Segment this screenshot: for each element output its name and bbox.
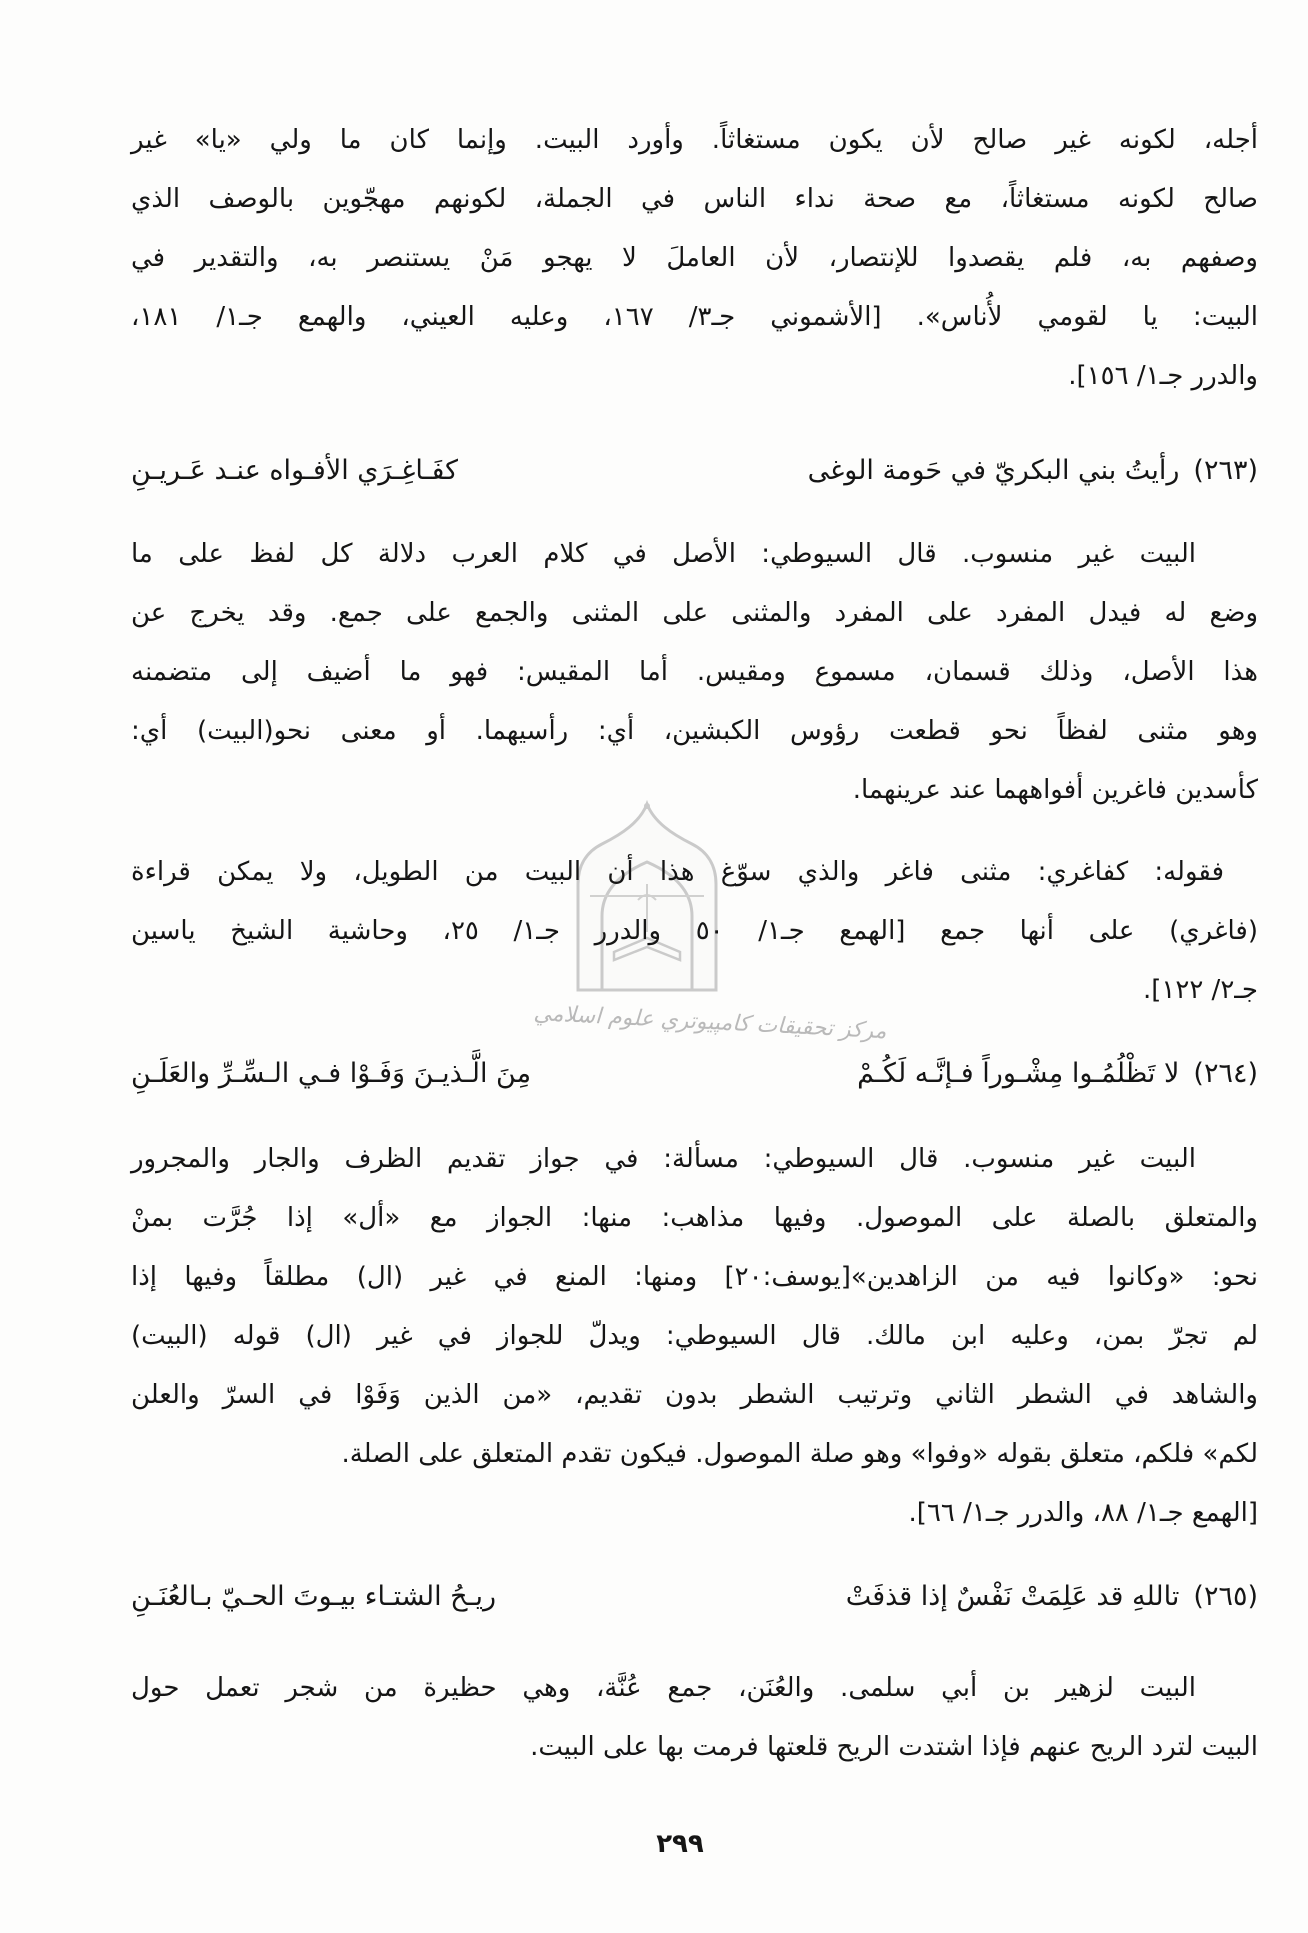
text-line: فقوله: كفاغري: مثنى فاغر والذي سوّغ هذا أن البيت من الطويل، ولا يمكن قراءة xyxy=(131,857,1224,887)
first-hemistich: تاللهِ قد عَلِمَتْ نَفْسٌ إذا قذفَتْ xyxy=(845,1581,1180,1612)
page-number: ٢٩٩ xyxy=(656,1829,704,1859)
text-line: البيت لترد الريح عنهم فإذا اشتدت الريح قلعتها فرمت بها على البيت. xyxy=(530,1732,1258,1762)
verse-number: (٢٦٣) xyxy=(1193,455,1258,486)
text-line: والمتعلق بالصلة على الموصول. وفيها مذاهب: منها: الجواز مع «أل» إذا جُرَّت بمنْ xyxy=(131,1203,1258,1233)
second-hemistich: ريـحُ الشتـاء بيـوتَ الحـيّ بـالعُنَـنِ xyxy=(131,1581,497,1612)
verse-264 xyxy=(131,1050,1258,1098)
text-line: وصفهم به، فلم يقصدوا للإنتصار، لأن العاملَ لا يهجو مَنْ يستنصر به، والتقدير في xyxy=(131,243,1258,273)
first-hemistich: رأيتُ بني البكريّ في حَومة الوغى xyxy=(807,455,1180,486)
text-line: وضع له فيدل المفرد على المفرد والمثنى على المثنى والجمع على جمع. وقد يخرج عن xyxy=(131,598,1258,628)
seal-icon xyxy=(562,800,732,995)
text-line: لم تجرّ بمن، وعليه ابن مالك. قال السيوطي: ويدلّ للجواز في غير (ال) قوله (البيت) xyxy=(131,1321,1258,1351)
watermark-text: مركز تحقيقات كامپيوتري علوم اسلامي xyxy=(532,1000,888,1045)
second-hemistich: مِنَ الَّـذيـنَ وَفَـوْا فـي الـسِّـرِّ والعَلَـنِ xyxy=(131,1058,532,1089)
text-line: أجله، لكونه غير صالح لأن يكون مستغاثاً. وأورد البيت. وإنما كان ما ولي «يا» غير xyxy=(131,125,1258,155)
text-line: (فاغري) على أنها جمع [الهمع جـ١/ ٥٠ والدرر جـ١/ ٢٥، وحاشية الشيخ ياسين xyxy=(131,916,1258,946)
second-hemistich: كفَـاغِـرَي الأفـواه عنـد عَـريـنِ xyxy=(131,455,459,486)
verse-265 xyxy=(131,1573,1258,1621)
text-line: البيت غير منسوب. قال السيوطي: الأصل في كلام العرب دلالة كل لفظ على ما xyxy=(131,539,1196,569)
text-line: البيت لزهير بن أبي سلمى. والعُنَن، جمع عُنَّة، وهي حظيرة من شجر تعمل حول xyxy=(131,1673,1196,1703)
text-line: هذا الأصل، وذلك قسمان، مسموع ومقيس. أما المقيس: فهو ما أضيف إلى متضمنه xyxy=(131,657,1258,687)
text-line: البيت غير منسوب. قال السيوطي: مسألة: في جواز تقديم الظرف والجار والمجرور xyxy=(131,1144,1196,1174)
text-line: [الهمع جـ١/ ٨٨، والدرر جـ١/ ٦٦]. xyxy=(908,1498,1258,1528)
text-line: والشاهد في الشطر الثاني وترتيب الشطر بدون تقديم، «من الذين وَفَوْا في السرّ والعلن xyxy=(131,1380,1258,1410)
text-line: والدرر جـ١/ ١٥٦]. xyxy=(1068,361,1258,391)
text-line: وهو مثنى لفظاً نحو قطعت رؤوس الكبشين، أي: رأسيهما. أو معنى نحو(البيت) أي: xyxy=(131,716,1258,746)
verse-263 xyxy=(131,447,1258,495)
text-line: جـ٢/ ١٢٢]. xyxy=(1142,975,1258,1005)
verse-number: (٢٦٥) xyxy=(1193,1581,1258,1612)
verse-number: (٢٦٤) xyxy=(1193,1058,1258,1089)
text-line: كأسدين فاغرين أفواههما عند عرينهما. xyxy=(852,775,1258,805)
first-hemistich: لا تَظْلُمُـوا مِشْـوراً فـإنَّـه لَكُـمْ xyxy=(857,1058,1180,1089)
text-line: لكم» فلكم، متعلق بقوله «وفوا» وهو صلة الموصول. فيكون تقدم المتعلق على الصلة. xyxy=(341,1439,1258,1469)
text-line: نحو: «وكانوا فيه من الزاهدين»[يوسف:٢٠] ومنها: المنع في غير (ال) مطلقاً وفيها إذا xyxy=(131,1262,1259,1292)
text-line: البيت: يا لقومي لأُناس». [الأشموني جـ٣/ ١٦٧، وعليه العيني، والهمع جـ١/ ١٨١، xyxy=(131,302,1259,332)
text-line: صالح لكونه مستغاثاً، مع صحة نداء الناس في الجملة، لكونهم مهجّوين بالوصف الذي xyxy=(131,184,1258,214)
